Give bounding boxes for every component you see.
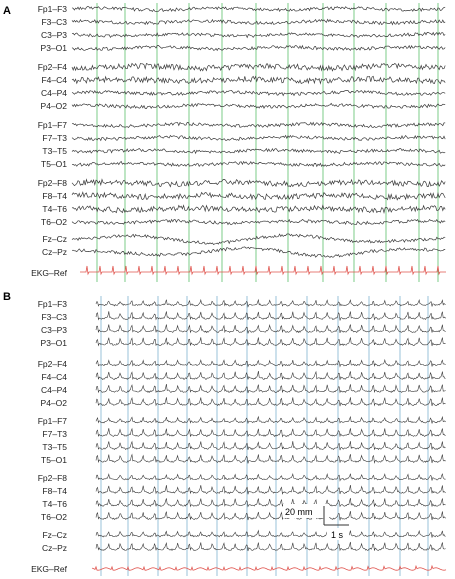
panel-b-letter: B (3, 291, 11, 303)
panel-a-trace (72, 32, 445, 37)
panel-a-channel-labels (31, 4, 68, 278)
panel-a-label-f7-t3: F7–T3 (42, 133, 67, 143)
panel-b-label-t3-t5: T3–T5 (42, 442, 67, 452)
panel-b-label-t4-t6: T4–T6 (42, 499, 67, 509)
panel-b (3, 291, 446, 576)
panel-b-trace (96, 384, 446, 393)
panel-a-trace (72, 220, 445, 225)
panel-a-label-c4-p4: C4–P4 (41, 88, 67, 98)
panel-a-time-gridlines (97, 3, 438, 282)
panel-b-label-cz-pz: Cz–Pz (41, 543, 67, 553)
panel-a-trace (72, 91, 445, 96)
panel-a-label-t6-o2: T6–O2 (41, 217, 67, 227)
panel-a-trace (72, 19, 445, 24)
panel-a-label-f8-t4: F8–T4 (42, 191, 67, 201)
panel-a-trace (72, 103, 445, 108)
panel-a-trace (72, 45, 445, 50)
panel-a-label-t3-t5: T3–T5 (42, 146, 67, 156)
panel-a-trace (72, 63, 445, 70)
panel-b-trace (96, 360, 446, 367)
panel-b-trace (96, 542, 446, 551)
panel-b-trace (96, 325, 446, 334)
panel-b-trace (96, 441, 446, 450)
panel-a-label-f3-c3: F3–C3 (41, 17, 67, 27)
panel-b-trace (96, 531, 446, 538)
panel-a-label-p4-o2: P4–O2 (40, 101, 67, 111)
panel-a-ekg-trace (80, 266, 446, 274)
panel-b-trace (96, 397, 446, 406)
panel-b-trace (96, 337, 446, 346)
panel-b-trace (96, 417, 446, 424)
scale-bar-amplitude-label: 20 mm (285, 507, 313, 517)
panel-a-trace (72, 192, 445, 200)
panel-b-label-f7-t3: F7–T3 (42, 429, 67, 439)
panel-a-label-fz-cz: Fz–Cz (42, 234, 67, 244)
panel-a-trace (72, 247, 445, 258)
panel-a-trace (72, 7, 445, 12)
panel-b-trace (96, 474, 446, 481)
scale-bar-time-label: 1 s (331, 530, 344, 540)
panel-b-label-p3-o1: P3–O1 (40, 338, 67, 348)
panel-b-trace (96, 498, 446, 507)
panel-a-trace (72, 179, 445, 186)
panel-a-trace (72, 136, 445, 141)
panel-a-label-ekg-ref: EKG–Ref (31, 268, 67, 278)
panel-a-trace (72, 122, 445, 127)
panel-b-traces (92, 300, 446, 571)
panel-a-trace (72, 205, 445, 212)
panel-a-trace (72, 149, 445, 154)
panel-b-label-f4-c4: F4–C4 (41, 372, 67, 382)
panel-b-label-c4-p4: C4–P4 (41, 385, 67, 395)
panel-b-trace (96, 311, 446, 320)
panel-a-label-p3-o1: P3–O1 (40, 43, 67, 53)
panel-a-label-fp1-f7: Fp1–F7 (37, 120, 67, 130)
panel-b-label-f8-t4: F8–T4 (42, 486, 67, 496)
panel-b-label-fz-cz: Fz–Cz (42, 530, 67, 540)
panel-a-label-c3-p3: C3–P3 (41, 30, 67, 40)
panel-a-label-fp2-f8: Fp2–F8 (37, 178, 67, 188)
panel-b-label-fp1-f3: Fp1–F3 (37, 299, 67, 309)
panel-b-label-f3-c3: F3–C3 (41, 312, 67, 322)
panel-b-label-t5-o1: T5–O1 (41, 455, 67, 465)
panel-b-label-fp2-f4: Fp2–F4 (37, 359, 67, 369)
panel-b-label-p4-o2: P4–O2 (40, 398, 67, 408)
panel-b-label-t6-o2: T6–O2 (41, 512, 67, 522)
panel-b-channel-labels (31, 299, 68, 574)
panel-a-label-t5-o1: T5–O1 (41, 159, 67, 169)
panel-a-trace (72, 234, 445, 245)
panel-a-traces (72, 7, 446, 275)
panel-b-trace (96, 371, 446, 380)
panel-a-trace (72, 162, 445, 167)
panel-a-label-fp1-f3: Fp1–F3 (37, 4, 67, 14)
panel-a-label-cz-pz: Cz–Pz (41, 247, 67, 257)
panel-b-ekg-trace (92, 566, 446, 570)
panel-b-label-fp1-f7: Fp1–F7 (37, 416, 67, 426)
panel-b-trace (96, 511, 446, 520)
panel-a-trace (72, 76, 445, 83)
panel-b-trace (96, 454, 446, 463)
scale-bar (283, 504, 349, 540)
panel-a-label-f4-c4: F4–C4 (41, 75, 67, 85)
panel-a-letter: A (3, 5, 11, 17)
panel-b-label-ekg-ref: EKG–Ref (31, 564, 67, 574)
panel-a (3, 3, 446, 282)
panel-b-label-fp2-f8: Fp2–F8 (37, 473, 67, 483)
panel-b-label-c3-p3: C3–P3 (41, 325, 67, 335)
panel-b-trace (96, 428, 446, 436)
panel-a-label-t4-t6: T4–T6 (42, 204, 67, 214)
panel-b-trace (96, 300, 446, 307)
panel-b-trace (96, 485, 446, 494)
panel-a-label-fp2-f4: Fp2–F4 (37, 62, 67, 72)
